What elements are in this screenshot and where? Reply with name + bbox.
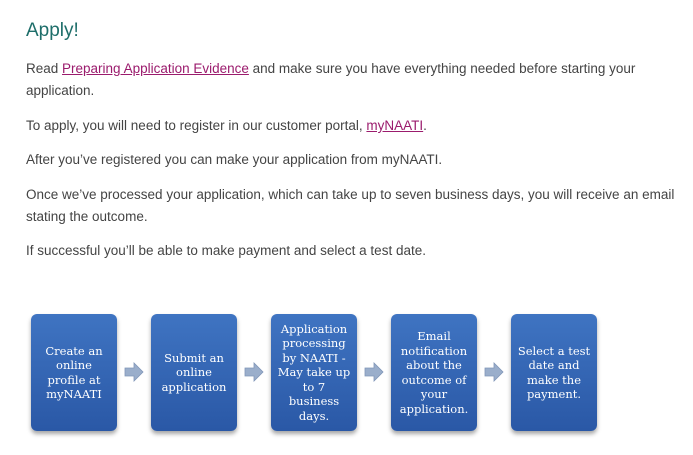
arrow-right-icon [364, 362, 384, 382]
flow-step-label: Create an online profile at myNAATI [45, 343, 103, 401]
paragraph-payment: If successful you’ll be able to make payment and select a test date. [26, 243, 426, 258]
paragraph-text: and make sure you have everything needed before starting your application. [26, 61, 636, 98]
paragraph-text: Read [26, 61, 63, 76]
arrow-right-icon [244, 362, 264, 382]
flow-step-processing [271, 314, 357, 431]
arrow-right-icon [124, 362, 144, 382]
flow-step-submit-application [151, 314, 237, 431]
flow-step-email-notification [391, 314, 477, 431]
paragraph-register [26, 115, 686, 137]
paragraph-evidence [26, 58, 686, 102]
flow-step-create-profile [31, 314, 117, 431]
paragraph-processing: Once we’ve processed your application, which can take up to seven business days, you will receive an email stating the outcome. [26, 187, 675, 224]
flow-step-label: Application processing by NAATI - May take up to 7 business days. [277, 321, 351, 423]
page-title: Apply! [26, 20, 79, 41]
flow-step-label: Email notification about the outcome of your application. [399, 329, 469, 416]
arrow-right-icon [484, 362, 504, 382]
flow-step-select-test-date [511, 314, 597, 431]
paragraph-text: To apply, you will need to register in our customer portal, [26, 118, 367, 133]
flow-step-label: Select a test date and make the payment. [517, 343, 591, 401]
mynaati-link[interactable]: myNAATI [366, 118, 424, 133]
flow-step-label: Submit an online application [161, 350, 227, 394]
paragraph-after-register: After you’ve registered you can make your application from myNAATI. [26, 152, 443, 167]
paragraph-text: . [423, 118, 427, 133]
preparing-evidence-link[interactable]: Preparing Application Evidence [62, 61, 249, 76]
